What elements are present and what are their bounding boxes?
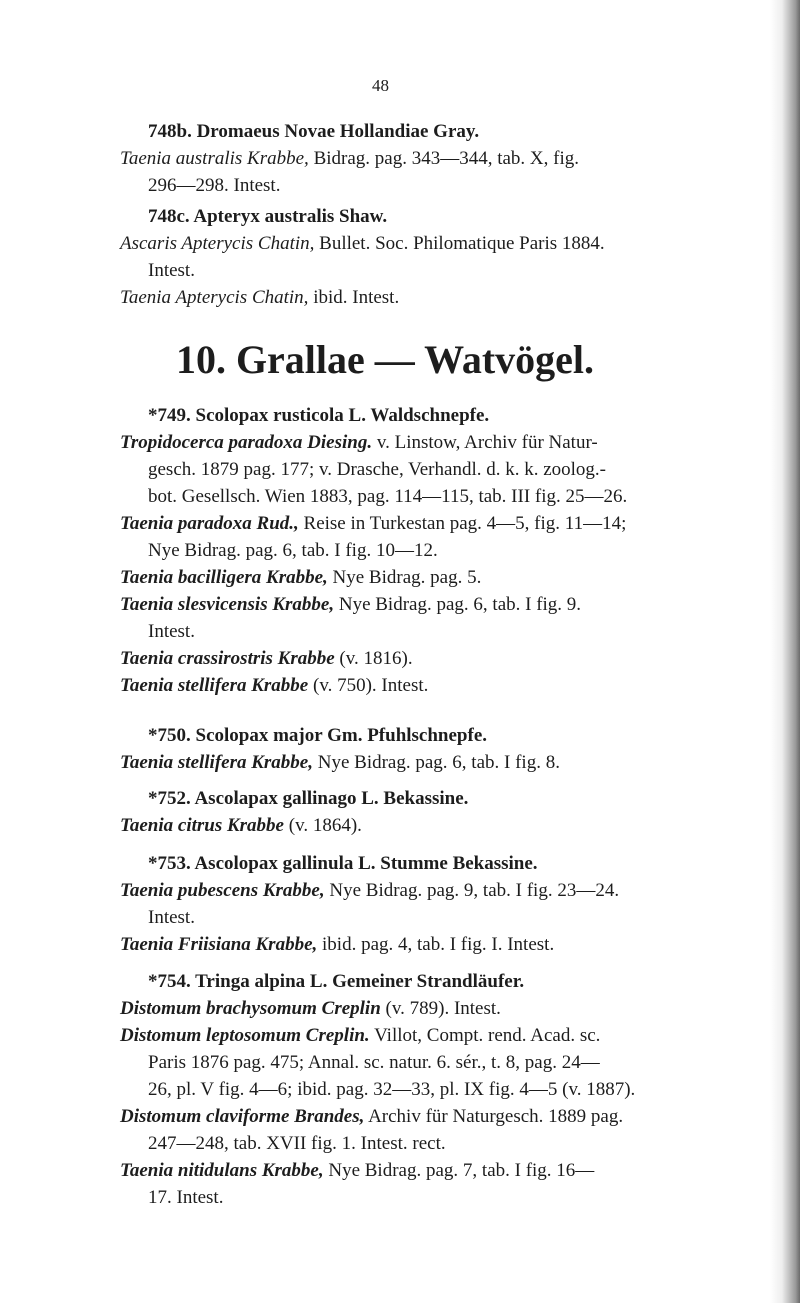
reference-line bbox=[120, 672, 770, 699]
citation-text: ibid. pag. 4, tab. I fig. I. Intest. bbox=[317, 934, 555, 955]
citation-text: (v. 750). Intest. bbox=[308, 675, 429, 696]
taxon-name: Taenia paradoxa Rud., bbox=[120, 513, 299, 534]
taxon-name: Taenia Friisiana Krabbe, bbox=[120, 934, 318, 955]
taxon-name: Taenia pubescens Krabbe, bbox=[120, 880, 325, 901]
species-header: *753. Ascolopax gallinula L. Stumme Bekassine. bbox=[148, 853, 538, 874]
reference-line bbox=[120, 284, 770, 311]
reference-line bbox=[120, 995, 770, 1022]
citation-text: v. Linstow, Archiv für Natur- bbox=[372, 432, 598, 453]
citation-text: (v. 1816). bbox=[334, 648, 413, 669]
citation-text: (v. 1864). bbox=[284, 815, 362, 836]
citation-text: Nye Bidrag. pag. 5. bbox=[327, 567, 482, 588]
entry-754 bbox=[120, 968, 770, 1211]
species-header: *750. Scolopax major Gm. Pfuhlschnepfe. bbox=[148, 725, 488, 746]
taxon-name: Distomum brachysomum Creplin bbox=[120, 998, 381, 1019]
reference-continuation: Intest. bbox=[148, 621, 195, 642]
taxon-name: Taenia citrus Krabbe bbox=[120, 815, 284, 836]
species-header: *754. Tringa alpina L. Gemeiner Strandläufer. bbox=[148, 971, 525, 992]
taxon-name: Taenia slesvicensis Krabbe, bbox=[120, 594, 335, 615]
taxon-name: Ascaris Apterycis Chatin, bbox=[120, 233, 315, 254]
entry-748c bbox=[120, 203, 770, 311]
citation-text: Archiv für Naturgesch. 1889 pag. bbox=[364, 1106, 624, 1127]
reference-line bbox=[120, 931, 770, 958]
reference-continuation: 296—298. Intest. bbox=[148, 175, 281, 196]
reference-continuation: Paris 1876 pag. 475; Annal. sc. natur. 6. sér., t. 8, pag. 24— bbox=[148, 1052, 600, 1073]
taxon-name: Taenia australis Krabbe, bbox=[120, 148, 309, 169]
taxon-name: Taenia bacilligera Krabbe, bbox=[120, 567, 328, 588]
reference-line bbox=[120, 812, 770, 839]
reference-continuation: bot. Gesellsch. Wien 1883, pag. 114—115, tab. III fig. 25—26. bbox=[148, 486, 628, 507]
citation-text: Nye Bidrag. pag. 6, tab. I fig. 9. bbox=[334, 594, 582, 615]
reference-continuation: gesch. 1879 pag. 177; v. Drasche, Verhandl. d. k. k. zoolog.- bbox=[148, 459, 607, 480]
citation-text: Bullet. Soc. Philomatique Paris 1884. bbox=[314, 233, 605, 254]
species-header: *749. Scolopax rusticola L. Waldschnepfe. bbox=[148, 405, 490, 426]
reference-line bbox=[120, 1022, 770, 1049]
reference-continuation: Intest. bbox=[148, 260, 195, 281]
taxon-name: Taenia stellifera Krabbe bbox=[120, 675, 309, 696]
citation-text: Reise in Turkestan pag. 4—5, fig. 11—14; bbox=[298, 513, 627, 534]
page-number: 48 bbox=[372, 76, 389, 95]
reference-line bbox=[120, 645, 770, 672]
reference-line bbox=[120, 1103, 770, 1130]
reference-continuation: Nye Bidrag. pag. 6, tab. I fig. 10—12. bbox=[148, 540, 438, 561]
reference-continuation: 26, pl. V fig. 4—6; ibid. pag. 32—33, pl. IX fig. 4—5 (v. 1887). bbox=[148, 1079, 636, 1100]
entry-749 bbox=[120, 402, 770, 699]
citation-text: Nye Bidrag. pag. 9, tab. I fig. 23—24. bbox=[324, 880, 620, 901]
page-edge-shadow bbox=[770, 0, 800, 1303]
entry-748b bbox=[120, 118, 770, 199]
species-header: 748c. Apteryx australis Shaw. bbox=[148, 206, 388, 227]
taxon-name: Tropidocerca paradoxa Diesing. bbox=[120, 432, 373, 453]
reference-line bbox=[120, 749, 770, 776]
entry-753 bbox=[120, 850, 770, 958]
reference-line bbox=[120, 564, 770, 591]
reference-continuation: 247—248, tab. XVII fig. 1. Intest. rect. bbox=[148, 1133, 446, 1154]
reference-line bbox=[120, 429, 770, 456]
reference-continuation: Intest. bbox=[148, 907, 195, 928]
reference-line bbox=[120, 877, 770, 904]
reference-line bbox=[120, 1157, 770, 1184]
reference-line bbox=[120, 145, 770, 172]
taxon-name: Taenia crassirostris Krabbe bbox=[120, 648, 335, 669]
reference-line bbox=[120, 230, 770, 257]
reference-line bbox=[120, 510, 770, 537]
species-header: *752. Ascolapax gallinago L. Bekassine. bbox=[148, 788, 469, 809]
taxon-name: Taenia stellifera Krabbe, bbox=[120, 752, 313, 773]
citation-text: Villot, Compt. rend. Acad. sc. bbox=[369, 1025, 601, 1046]
citation-text: Bidrag. pag. 343—344, tab. X, fig. bbox=[308, 148, 579, 169]
entry-752 bbox=[120, 785, 770, 839]
citation-text: ibid. Intest. bbox=[308, 287, 400, 308]
reference-continuation: 17. Intest. bbox=[148, 1187, 224, 1208]
citation-text: Nye Bidrag. pag. 7, tab. I fig. 16— bbox=[323, 1160, 595, 1181]
taxon-name: Taenia Apterycis Chatin, bbox=[120, 287, 309, 308]
taxon-name: Taenia nitidulans Krabbe, bbox=[120, 1160, 324, 1181]
entry-750 bbox=[120, 722, 770, 776]
species-header: 748b. Dromaeus Novae Hollandiae Gray. bbox=[148, 121, 480, 142]
taxon-name: Distomum claviforme Brandes, bbox=[120, 1106, 365, 1127]
taxon-name: Distomum leptosomum Creplin. bbox=[120, 1025, 370, 1046]
citation-text: Nye Bidrag. pag. 6, tab. I fig. 8. bbox=[313, 752, 560, 773]
reference-line bbox=[120, 591, 770, 618]
citation-text: (v. 789). Intest. bbox=[380, 998, 501, 1019]
section-heading: 10. Grallae — Watvögel. bbox=[175, 337, 595, 382]
